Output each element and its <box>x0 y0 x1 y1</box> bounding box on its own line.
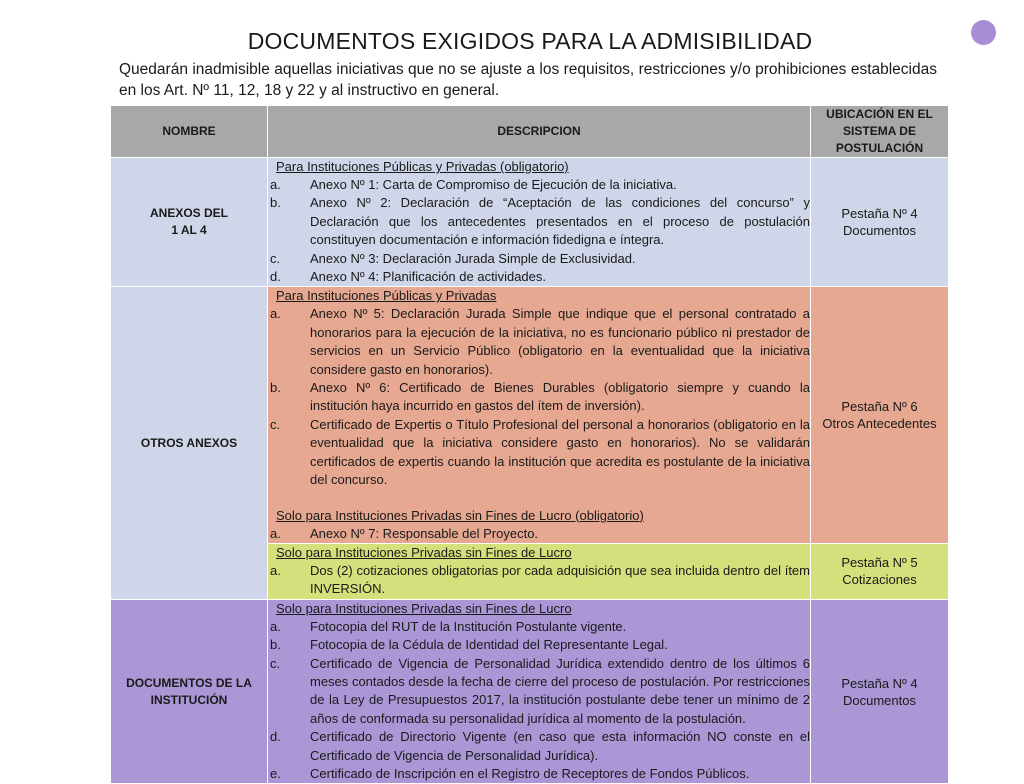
row-name: ANEXOS DEL 1 AL 4 <box>111 158 268 287</box>
section-subheading: Solo para Instituciones Privadas sin Fines de Lucro <box>276 544 572 560</box>
row-description <box>268 158 811 287</box>
list-item: c. Certificado de Expertis o Título Profesional del personal a honorarios (obligatorio en la eventualidad que la iniciativa considere gasto en honorarios). No se validarán certificados de expertis cuando la institución que acredita es postulante de la iniciativa del concurso. <box>270 416 810 488</box>
row-description <box>268 287 811 543</box>
row-name: DOCUMENTOS DE LA INSTITUCIÓN <box>111 599 268 784</box>
list-item: b. Fotocopia de la Cédula de Identidad del Representante Legal. <box>270 637 668 653</box>
list-item: a. Anexo Nº 5: Declaración Jurada Simple que indique que el personal contratado a honorarios para la ejecución de la iniciativa, no es funcionario público ni prestador de servicios en un Servicio Público (obligatorio en la eventualidad que la iniciativa considere gasto en honorarios). <box>270 306 810 377</box>
list-item: a. Anexo Nº 7: Responsable del Proyecto. <box>270 525 539 541</box>
table-row <box>111 287 949 543</box>
table-row <box>111 599 949 784</box>
table-header-row <box>111 106 949 158</box>
list-item: d. Anexo Nº 4: Planificación de actividades. <box>270 269 546 285</box>
intro-paragraph: Quedarán inadmisible aquellas iniciativas que no se ajuste a los requisitos, restricciones y/o prohibiciones establecidas en los Art. Nº 11, 12, 18 y 22 y al instructivo en general. <box>119 61 937 99</box>
section-subheading: Para Instituciones Públicas y Privadas (obligatorio) <box>276 159 569 174</box>
documents-table <box>110 105 949 784</box>
list-item: d. Certificado de Directorio Vigente (en caso que esta información NO conste en el Certificado de Vigencia de Personalidad Jurídica). <box>270 729 810 763</box>
row-location: Pestaña Nº 4 Documentos <box>811 599 949 784</box>
row-location: Pestaña Nº 4 Documentos <box>811 158 949 287</box>
list-item: a. Dos (2) cotizaciones obligatorias por cada adquisición que sea incluida dentro del ítem INVERSIÓN. <box>270 562 810 597</box>
header-description: DESCRIPCION <box>268 106 811 158</box>
list-item: a. Fotocopia del RUT de la Institución Postulante vigente. <box>270 618 627 634</box>
list-item: b. Anexo Nº 6: Certificado de Bienes Durables (obligatorio siempre y cuando la institución haya incurrido en gastos del ítem de inversión). <box>270 380 810 414</box>
section-subheading: Solo para Instituciones Privadas sin Fines de Lucro (obligatorio) <box>276 507 644 523</box>
list-item: a. Anexo Nº 1: Carta de Compromiso de Ejecución de la iniciativa. <box>270 177 677 192</box>
row-location: Pestaña Nº 5 Cotizaciones <box>811 543 949 599</box>
header-name: NOMBRE <box>111 106 268 158</box>
section-subheading: Solo para Instituciones Privadas sin Fines de Lucro <box>276 600 572 616</box>
row-description <box>268 599 811 784</box>
page-title: DOCUMENTOS EXIGIDOS PARA LA ADMISIBILIDAD <box>247 28 813 54</box>
list-item: c. Anexo Nº 3: Declaración Jurada Simple de Exclusividad. <box>270 250 636 266</box>
table-row <box>111 158 949 287</box>
list-item: c. Certificado de Vigencia de Personalidad Jurídica extendido dentro de los últimos 6 meses contados desde la fecha de cierre del proceso de postulación. Por restricciones de la Ley de Presupuestos 2017, la institución postulante debe tener un mínimo de 2 años de conformada su personalidad jurídica al momento de la postulación. <box>270 655 810 726</box>
row-location: Pestaña Nº 6 Otros Antecedentes <box>811 287 949 543</box>
row-description <box>268 543 811 599</box>
list-item: b. Anexo Nº 2: Declaración de “Aceptación de las condiciones del concurso” y Declaración que los antecedentes presentados en el proceso de postulación constituyen documentación e información fidedigna e íntegra. <box>270 195 810 248</box>
header-location: UBICACIÓN EN EL SISTEMA DE POSTULACIÓN <box>811 106 949 158</box>
row-name: OTROS ANEXOS <box>111 287 268 599</box>
list-item: e. Certificado de Inscripción en el Registro de Receptores de Fondos Públicos. <box>270 765 750 781</box>
section-subheading: Para Instituciones Públicas y Privadas <box>276 288 497 304</box>
